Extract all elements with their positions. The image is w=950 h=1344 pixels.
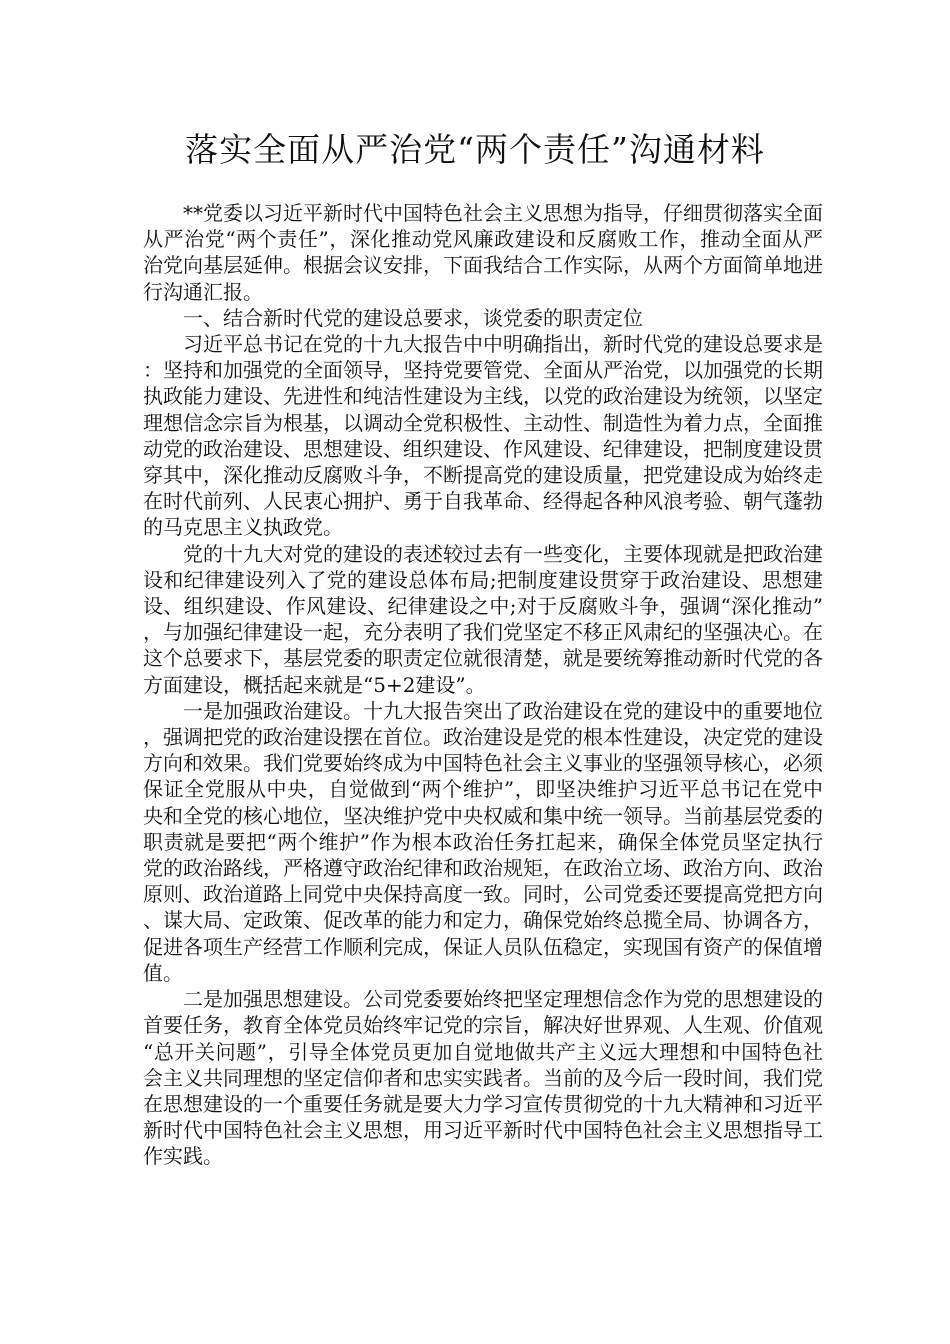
paragraph-intro: **党委以习近平新时代中国特色社会主义思想为指导，仔细贯彻落实全面从严治党“两个责任”，深化推动党风廉政建设和反腐败工作，推动全面从严治党向基层延伸。根据会议安排，下面我结合工作实际，从两个方面简单地进行沟通汇报。 — [143, 201, 823, 304]
paragraph-ideological-building: 二是加强思想建设。公司党委要始终把坚定理想信念作为党的思想建设的首要任务，教育全体党员始终牢记党的宗旨，解决好世界观、人生观、价值观“总开关问题”，引导全体党员更加自觉地做共产主义远大理想和中国特色社会主义共同理想的坚定信仰者和忠实实践者。当前的及今后一段时间，我们党在思想建设的一个重要任务就是要大力学习宣传贯彻党的十九大精神和习近平新时代中国特色社会主义思想，用习近平新时代中国特色社会主义思想指导工作实践。 — [143, 987, 823, 1169]
section-heading-1: 一、结合新时代党的建设总要求，谈党委的职责定位 — [183, 305, 643, 330]
document-title: 落实全面从严治党“两个责任”沟通材料 — [185, 130, 765, 169]
document-body — [143, 200, 823, 1170]
paragraph-changes: 党的十九大对党的建设的表述较过去有一些变化，主要体现就是把政治建设和纪律建设列入了党的建设总体布局;把制度建设贯穿于政治建设、思想建设、组织建设、作风建设、纪律建设之中;对于反腐败斗争，强调“深化推动”，与加强纪律建设一起，充分表明了我们党坚定不移正风肃纪的坚强决心。在这个总要求下，基层党委的职责定位就很清楚，就是要统筹推动新时代党的各方面建设，概括起来就是“5+2建设”。 — [143, 541, 823, 697]
paragraph-general-requirements: 习近平总书记在党的十九大报告中中明确指出，新时代党的建设总要求是：坚持和加强党的全面领导，坚持党要管党、全面从严治党，以加强党的长期执政能力建设、先进性和纯洁性建设为主线，以党的政治建设为统领，以坚定理想信念宗旨为根基，以调动全党积极性、主动性、制造性为着力点，全面推动党的政治建设、思想建设、组织建设、作风建设、纪律建设，把制度建设贯穿其中，深化推动反腐败斗争，不断提高党的建设质量，把党建设成为始终走在时代前列、人民衷心拥护、勇于自我革命、经得起各种风浪考验、朝气蓬勃的马克思主义执政党。 — [143, 332, 823, 540]
paragraph-political-building: 一是加强政治建设。十九大报告突出了政治建设在党的建设中的重要地位，强调把党的政治建设摆在首位。政治建设是党的根本性建设，决定党的建设方向和效果。我们党要始终成为中国特色社会主义事业的坚强领导核心，必须保证全党服从中央，自觉做到“两个维护”，即坚决维护习近平总书记在党中央和全党的核心地位，坚决维护党中央权威和集中统一领导。当前基层党委的职责就是要把“两个维护”作为根本政治任务扛起来，确保全体党员坚定执行党的政治路线，严格遵守政治纪律和政治规矩，在政治立场、政治方向、政治原则、政治道路上同党中央保持高度一致。同时，公司党委还要提高党把方向、谋大局、定政策、促改革的能力和定力，确保党始终总揽全局、协调各方，促进各项生产经营工作顺利完成，保证人员队伍稳定，实现国有资产的保值增值。 — [143, 698, 823, 985]
